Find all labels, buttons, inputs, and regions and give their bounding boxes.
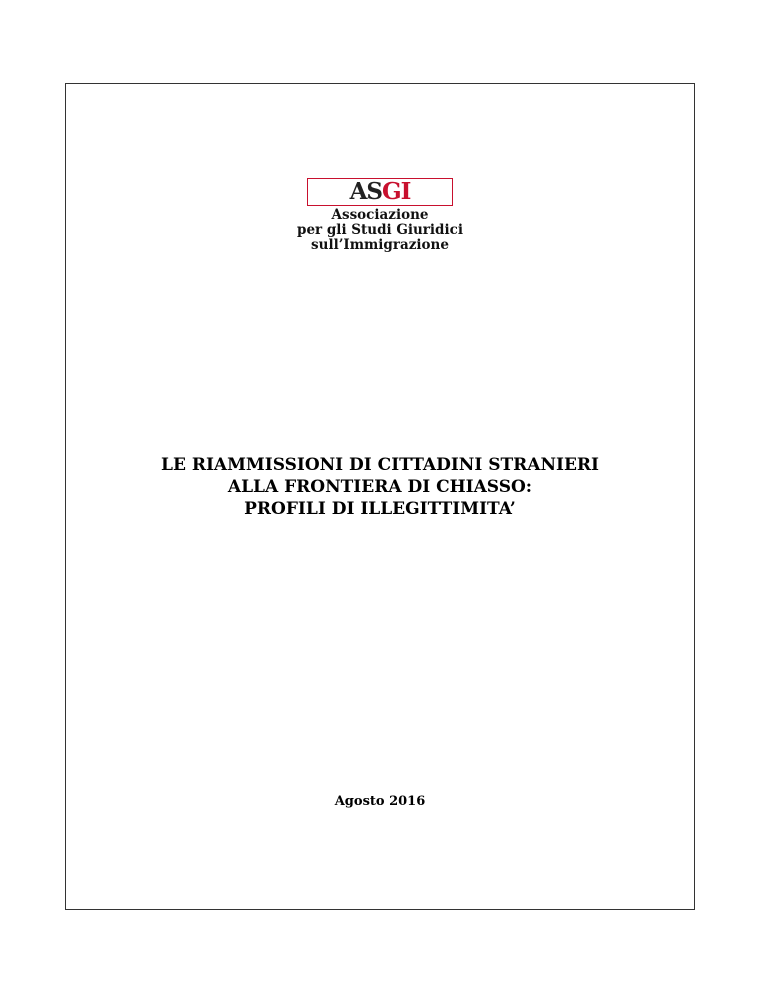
logo-acronym-gi: GI bbox=[382, 178, 411, 205]
title-line-3: PROFILI DI ILLEGITTIMITA’ bbox=[244, 499, 516, 519]
logo-line-2: per gli Studi Giuridici bbox=[297, 222, 463, 238]
document-date: Agosto 2016 bbox=[334, 794, 426, 809]
asgi-logo bbox=[66, 178, 694, 253]
title-line-2: ALLA FRONTIERA DI CHIASSO: bbox=[227, 477, 533, 497]
document-title bbox=[66, 454, 694, 520]
title-line-1: LE RIAMMISSIONI DI CITTADINI STRANIERI bbox=[161, 455, 599, 475]
logo-acronym-as: AS bbox=[349, 178, 383, 205]
logo-subtitle bbox=[66, 208, 694, 253]
page-border bbox=[65, 83, 695, 910]
logo-acronym-box bbox=[307, 178, 453, 206]
logo-line-3: sull’Immigrazione bbox=[311, 237, 449, 253]
logo-line-1: Associazione bbox=[331, 207, 429, 223]
